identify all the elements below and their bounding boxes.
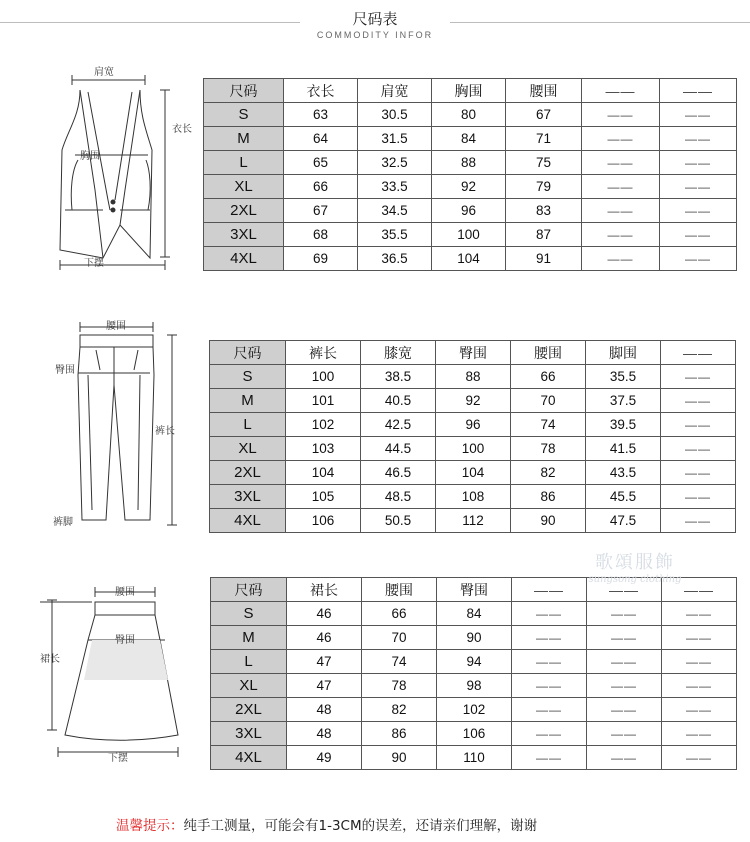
table-cell: ——	[582, 103, 660, 127]
table-cell: ——	[662, 650, 737, 674]
table-cell: 94	[437, 650, 512, 674]
page-title: 尺码表	[352, 10, 398, 28]
table-cell: ——	[512, 698, 587, 722]
size-cell: 4XL	[210, 509, 286, 533]
vest-header-row	[204, 79, 737, 103]
table-row	[204, 151, 737, 175]
table-cell: 102	[437, 698, 512, 722]
table-cell: 43.5	[586, 461, 661, 485]
table-row	[210, 365, 736, 389]
size-cell: M	[211, 626, 287, 650]
table-row	[204, 103, 737, 127]
column-header: 裤长	[286, 341, 361, 365]
table-cell: ——	[512, 626, 587, 650]
table-cell: 90	[511, 509, 586, 533]
table-cell: 91	[506, 247, 582, 271]
table-cell: ——	[662, 602, 737, 626]
vest-length-label: 衣长	[172, 124, 192, 135]
table-cell: ——	[587, 674, 662, 698]
table-cell: 110	[437, 746, 512, 770]
table-cell: 44.5	[361, 437, 436, 461]
pants-size-table	[209, 340, 736, 533]
table-cell: 106	[437, 722, 512, 746]
table-cell: 105	[286, 485, 361, 509]
table-cell: ——	[661, 437, 736, 461]
table-cell: 47	[287, 650, 362, 674]
table-cell: ——	[660, 175, 737, 199]
table-cell: ——	[582, 151, 660, 175]
table-cell: 104	[432, 247, 506, 271]
table-row	[204, 223, 737, 247]
table-cell: 31.5	[358, 127, 432, 151]
table-cell: ——	[587, 650, 662, 674]
column-header: 尺码	[210, 341, 286, 365]
table-cell: 104	[286, 461, 361, 485]
size-cell: 3XL	[204, 223, 284, 247]
table-cell: 92	[436, 389, 511, 413]
table-cell: ——	[512, 674, 587, 698]
size-cell: M	[204, 127, 284, 151]
table-cell: 67	[284, 199, 358, 223]
table-cell: 98	[437, 674, 512, 698]
table-cell: 67	[506, 103, 582, 127]
table-cell: 68	[284, 223, 358, 247]
table-cell: 39.5	[586, 413, 661, 437]
table-cell: 42.5	[361, 413, 436, 437]
column-header: 腰围	[362, 578, 437, 602]
table-cell: ——	[662, 626, 737, 650]
table-cell: 66	[362, 602, 437, 626]
size-cell: S	[204, 103, 284, 127]
table-cell: 78	[511, 437, 586, 461]
skirt-illustration	[0, 580, 210, 770]
pants-length-label: 裤长	[155, 426, 175, 437]
column-header: ——	[582, 79, 660, 103]
table-cell: 90	[362, 746, 437, 770]
size-cell: L	[210, 413, 286, 437]
table-cell: ——	[582, 199, 660, 223]
table-cell: ——	[582, 223, 660, 247]
table-cell: ——	[582, 247, 660, 271]
table-cell: ——	[662, 698, 737, 722]
table-cell: 46.5	[361, 461, 436, 485]
column-header: 脚围	[586, 341, 661, 365]
table-cell: 82	[511, 461, 586, 485]
table-cell: 70	[511, 389, 586, 413]
table-cell: 84	[432, 127, 506, 151]
skirt-length-label: 裙长	[40, 654, 60, 665]
table-cell: 34.5	[358, 199, 432, 223]
size-cell: 4XL	[204, 247, 284, 271]
column-header: ——	[660, 79, 737, 103]
column-header: 尺码	[211, 578, 287, 602]
table-cell: 101	[286, 389, 361, 413]
table-cell: ——	[512, 602, 587, 626]
table-cell: 96	[432, 199, 506, 223]
table-cell: ——	[582, 175, 660, 199]
column-header: 衣长	[284, 79, 358, 103]
column-header: ——	[587, 578, 662, 602]
column-header: 裙长	[287, 578, 362, 602]
table-cell: ——	[587, 746, 662, 770]
table-cell: 100	[436, 437, 511, 461]
table-cell: ——	[512, 650, 587, 674]
column-header: 膝宽	[361, 341, 436, 365]
column-header: 胸围	[432, 79, 506, 103]
table-cell: ——	[661, 389, 736, 413]
table-cell: 65	[284, 151, 358, 175]
table-cell: 47	[287, 674, 362, 698]
table-cell: 88	[432, 151, 506, 175]
table-cell: 86	[511, 485, 586, 509]
vest-shoulder-label: 肩宽	[94, 67, 114, 78]
vest-chest-label: 胸围	[80, 151, 100, 162]
table-cell: 86	[362, 722, 437, 746]
table-row	[211, 722, 737, 746]
pants-illustration	[0, 315, 200, 535]
table-cell: 46	[287, 626, 362, 650]
pants-hip-label: 臀围	[55, 365, 75, 376]
table-cell: 88	[436, 365, 511, 389]
pants-waist-label: 腰围	[106, 321, 126, 332]
table-row	[210, 485, 736, 509]
tip-text: 纯手工测量，可能会有1-3CM的误差，还请亲们理解，谢谢	[183, 818, 538, 834]
tip-label: 温馨提示：	[116, 818, 184, 834]
table-cell: ——	[661, 365, 736, 389]
table-row	[211, 602, 737, 626]
table-cell: 100	[286, 365, 361, 389]
size-cell: 3XL	[211, 722, 287, 746]
column-header: 腰围	[511, 341, 586, 365]
table-cell: ——	[662, 746, 737, 770]
size-cell: S	[211, 602, 287, 626]
table-cell: 66	[284, 175, 358, 199]
table-cell: 63	[284, 103, 358, 127]
table-cell: 33.5	[358, 175, 432, 199]
brand-watermark	[540, 548, 730, 598]
table-cell: ——	[660, 103, 737, 127]
table-cell: 108	[436, 485, 511, 509]
table-cell: 49	[287, 746, 362, 770]
table-cell: 64	[284, 127, 358, 151]
size-cell: M	[210, 389, 286, 413]
table-cell: ——	[661, 485, 736, 509]
size-cell: XL	[211, 674, 287, 698]
table-cell: 83	[506, 199, 582, 223]
table-row	[210, 437, 736, 461]
table-row	[211, 650, 737, 674]
table-cell: 35.5	[586, 365, 661, 389]
size-cell: 3XL	[210, 485, 286, 509]
table-cell: 104	[436, 461, 511, 485]
table-cell: 38.5	[361, 365, 436, 389]
skirt-hem-label: 下摆	[108, 753, 128, 764]
table-cell: ——	[660, 223, 737, 247]
table-cell: 100	[432, 223, 506, 247]
table-cell: 79	[506, 175, 582, 199]
table-cell: 48.5	[361, 485, 436, 509]
size-cell: L	[211, 650, 287, 674]
table-cell: ——	[660, 127, 737, 151]
table-cell: 103	[286, 437, 361, 461]
table-cell: 47.5	[586, 509, 661, 533]
table-cell: ——	[512, 746, 587, 770]
table-row	[204, 247, 737, 271]
table-cell: ——	[662, 674, 737, 698]
table-cell: ——	[587, 698, 662, 722]
table-cell: 40.5	[361, 389, 436, 413]
watermark-line2: sungsong clothing	[588, 574, 682, 585]
size-cell: 2XL	[211, 698, 287, 722]
vest-hem-label: 下摆	[84, 258, 104, 269]
table-cell: 46	[287, 602, 362, 626]
size-cell: L	[204, 151, 284, 175]
skirt-size-table	[210, 577, 737, 770]
table-cell: ——	[587, 722, 662, 746]
column-header: 腰围	[506, 79, 582, 103]
table-cell: 75	[506, 151, 582, 175]
table-row	[210, 413, 736, 437]
table-row	[211, 674, 737, 698]
table-cell: ——	[660, 151, 737, 175]
table-cell: 90	[437, 626, 512, 650]
size-cell: 4XL	[211, 746, 287, 770]
table-row	[211, 746, 737, 770]
table-cell: 84	[437, 602, 512, 626]
table-cell: 112	[436, 509, 511, 533]
table-cell: 36.5	[358, 247, 432, 271]
table-cell: ——	[587, 626, 662, 650]
table-cell: 69	[284, 247, 358, 271]
column-header: 肩宽	[358, 79, 432, 103]
skirt-waist-label: 腰围	[115, 587, 135, 598]
vest-size-table	[203, 78, 737, 271]
watermark-line1: 歌頌服飾	[595, 552, 675, 573]
table-cell: ——	[661, 509, 736, 533]
size-cell: XL	[210, 437, 286, 461]
size-cell: XL	[204, 175, 284, 199]
table-cell: 32.5	[358, 151, 432, 175]
skirt-hip-label: 臀围	[115, 635, 135, 646]
table-cell: 92	[432, 175, 506, 199]
table-cell: ——	[661, 413, 736, 437]
table-cell: ——	[660, 199, 737, 223]
table-row	[211, 626, 737, 650]
table-cell: ——	[661, 461, 736, 485]
table-cell: 71	[506, 127, 582, 151]
table-cell: 66	[511, 365, 586, 389]
pants-cuff-label: 裤脚	[53, 517, 73, 528]
column-header: ——	[661, 341, 736, 365]
table-cell: ——	[582, 127, 660, 151]
size-cell: 2XL	[204, 199, 284, 223]
table-cell: 82	[362, 698, 437, 722]
column-header: ——	[512, 578, 587, 602]
table-row	[204, 127, 737, 151]
table-cell: 50.5	[361, 509, 436, 533]
table-cell: 70	[362, 626, 437, 650]
pants-header-row	[210, 341, 736, 365]
table-cell: 74	[362, 650, 437, 674]
page-subtitle: COMMODITY INFOR	[316, 30, 434, 40]
column-header: 臀围	[437, 578, 512, 602]
table-cell: ——	[662, 722, 737, 746]
size-cell: S	[210, 365, 286, 389]
column-header: 臀围	[436, 341, 511, 365]
table-cell: ——	[660, 247, 737, 271]
table-cell: 87	[506, 223, 582, 247]
table-cell: 41.5	[586, 437, 661, 461]
table-cell: 96	[436, 413, 511, 437]
table-cell: 35.5	[358, 223, 432, 247]
table-cell: 102	[286, 413, 361, 437]
table-row	[204, 199, 737, 223]
table-cell: 30.5	[358, 103, 432, 127]
table-cell: 48	[287, 722, 362, 746]
vest-illustration	[0, 60, 200, 280]
table-cell: 80	[432, 103, 506, 127]
table-row	[211, 698, 737, 722]
table-cell: 48	[287, 698, 362, 722]
table-cell: 106	[286, 509, 361, 533]
table-cell: ——	[587, 602, 662, 626]
table-cell: 45.5	[586, 485, 661, 509]
table-cell: 74	[511, 413, 586, 437]
table-row	[204, 175, 737, 199]
size-cell: 2XL	[210, 461, 286, 485]
measurement-tip	[116, 814, 537, 834]
table-cell: 37.5	[586, 389, 661, 413]
column-header: 尺码	[204, 79, 284, 103]
table-row	[210, 509, 736, 533]
table-row	[210, 461, 736, 485]
table-cell: 78	[362, 674, 437, 698]
column-header: ——	[662, 578, 737, 602]
table-cell: ——	[512, 722, 587, 746]
table-row	[210, 389, 736, 413]
